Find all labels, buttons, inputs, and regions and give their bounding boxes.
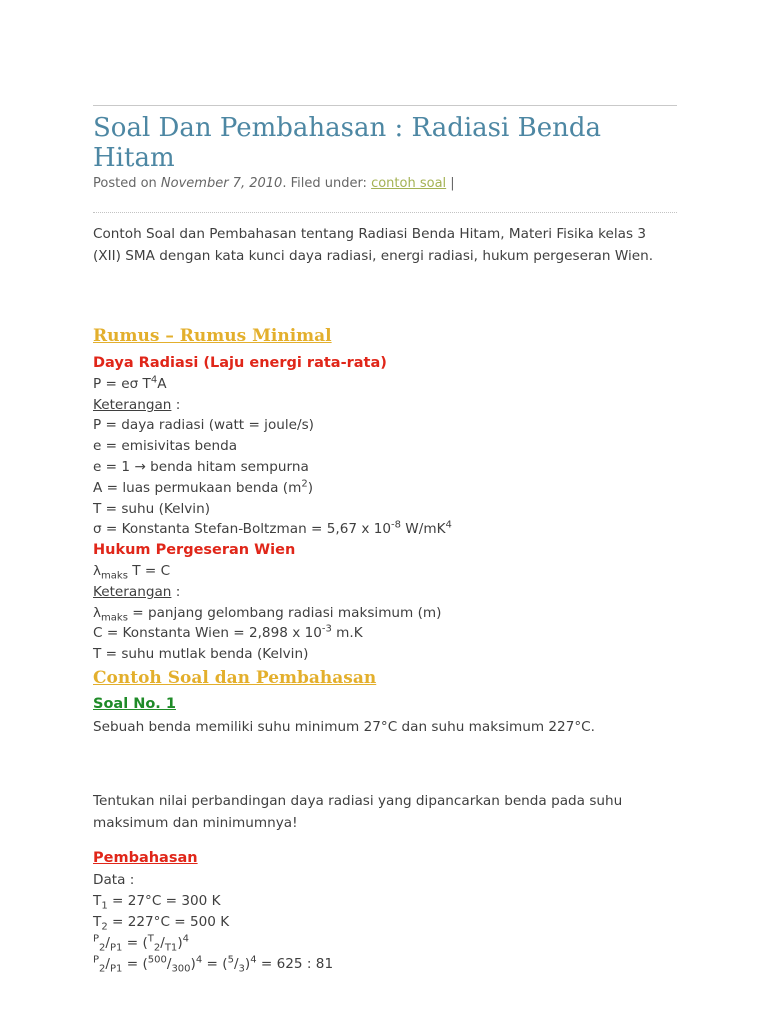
filed-under-text: . Filed under: xyxy=(282,176,372,191)
keterangan-item: C = Konstanta Wien = 2,898 x $10^{-3}$ m.K xyxy=(93,623,363,642)
meta-divider xyxy=(93,212,677,213)
keterangan-item: $\lambda_{maks}$ = panjang gelombang radiasi maksimum (m) xyxy=(93,604,442,624)
subheading-wien: Hukum Pergeseran Wien xyxy=(93,542,296,559)
section-heading-contoh-soal: Contoh Soal dan Pembahasan xyxy=(93,667,377,688)
keterangan-item: A = luas permukaan benda $(m^2)$ xyxy=(93,478,314,496)
post-date: November 7, 2010 xyxy=(160,176,283,191)
page-title: Soal Dan Pembahasan : Radiasi Benda Hitam xyxy=(93,113,601,173)
formula-ratio: $^P_2/_{P1} = (^T_2/_{T1})^4$ xyxy=(93,933,189,954)
keterangan-label: Keterangan : xyxy=(93,396,181,413)
keterangan-item: T = suhu mutlak benda (Kelvin) xyxy=(93,646,309,663)
post-meta xyxy=(93,176,677,192)
keterangan-item: σ = Konstanta Stefan-Boltzman = 5,67 x $10^{-8}$ $W/mK^4$ xyxy=(93,519,452,538)
subheading-daya-radiasi: Daya Radiasi (Laju energi rata-rata) xyxy=(93,355,387,371)
formula-daya-radiasi: P = eσ $T^4A$ xyxy=(93,374,167,392)
keterangan-item: T = suhu (Kelvin) xyxy=(93,500,211,517)
content-area xyxy=(93,0,677,974)
data-t1: $T_1 = 27^\circ C = 300$ K xyxy=(93,893,221,912)
category-link[interactable]: contoh soal xyxy=(371,176,447,191)
rumus-body xyxy=(93,353,677,665)
problem-statement-1: Sebuah benda memiliki suhu minimum 27°C dan suhu maksimum 227°C. xyxy=(93,718,595,735)
problem-statement-2: Tentukan nilai perbandingan daya radiasi yang dipancarkan benda pada suhu maksimum dan minimumnya! xyxy=(93,793,623,831)
section-heading-rumus: Rumus – Rumus Minimal xyxy=(93,326,332,346)
posted-prefix: Posted on xyxy=(93,176,161,191)
data-t2: $T_2 = 227^\circ C = 500$ K xyxy=(93,914,230,933)
top-divider xyxy=(93,105,677,106)
pembahasan-body xyxy=(93,870,677,974)
formula-wien: $\lambda_{maks}$ T = C xyxy=(93,562,171,582)
data-label: Data : xyxy=(93,872,135,889)
keterangan-label: Keterangan : xyxy=(93,583,181,600)
intro-paragraph: Contoh Soal dan Pembahasan tentang Radiasi Benda Hitam, Materi Fisika kelas 3 (XII) SMA dengan kata kunci daya radiasi, energi radiasi, hukum pergeseran Wien. xyxy=(93,226,654,264)
keterangan-item: P = daya radiasi (watt = joule/s) xyxy=(93,417,314,434)
formula-result: $^P_2/_{P1} = (^{500}/_{300})^4 = (^5/_3)^4 = 625$ : 81 xyxy=(93,954,334,975)
soal-1-heading: Soal No. 1 xyxy=(93,695,176,712)
meta-pipe: | xyxy=(446,176,455,191)
keterangan-item: e = emisivitas benda xyxy=(93,438,238,455)
pembahasan-heading: Pembahasan xyxy=(93,850,198,867)
keterangan-item: e = 1 → benda hitam sempurna xyxy=(93,458,309,475)
